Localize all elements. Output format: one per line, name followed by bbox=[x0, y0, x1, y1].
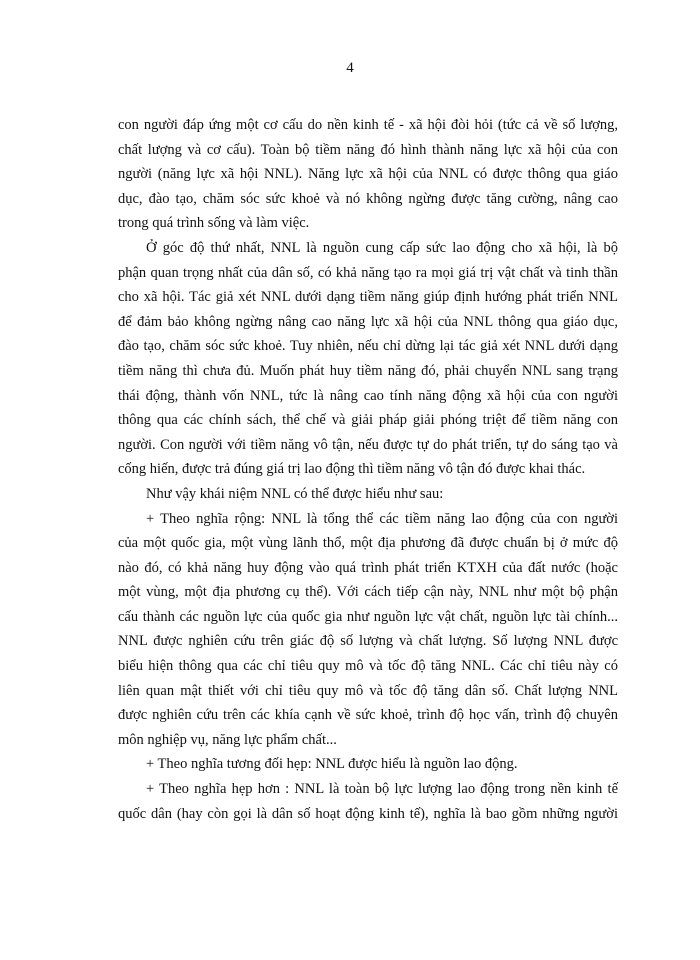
text-line: để đảm bảo không ngừng nâng cao năng lực xã hội của NNL thông qua giáo dục, bbox=[118, 313, 618, 330]
text-line: thái động, thành vốn NNL, tức là nâng cao tính năng động xã hội của con người bbox=[118, 387, 618, 404]
text-line: môn nghiệp vụ, năng lực phẩm chất... bbox=[118, 731, 337, 748]
text-line: cấu thành các nguồn lực của quốc gia như nguồn lực vật chất, nguồn lực tài chính... bbox=[118, 608, 618, 625]
text-line: biểu hiện thông qua các chỉ tiêu quy mô và tốc độ tăng NNL. Các chỉ tiêu này có bbox=[118, 658, 618, 675]
text-line: của một quốc gia, một vùng lãnh thổ, một địa phương đã được chuẩn bị ở mức độ bbox=[118, 535, 618, 552]
text-line: người (năng lực xã hội NNL). Năng lực xã hội của NNL có được thông qua giáo bbox=[118, 166, 618, 183]
text-line: dục, đào tạo, chăm sóc sức khoẻ và nó không ngừng được tăng cường, nâng cao bbox=[118, 190, 618, 207]
text-line: người. Con người với tiềm năng vô tận, nếu được tự do phát triển, tự do sáng tạo và bbox=[118, 436, 618, 453]
text-line: được nghiên cứu trên các khía cạnh về sức khoẻ, trình độ học vấn, trình độ chuyên bbox=[118, 707, 618, 724]
text-line: phận quan trọng nhất của dân số, có khả năng tạo ra mọi giá trị vật chất và tinh thần bbox=[118, 264, 618, 281]
text-line: + Theo nghĩa rộng: NNL là tổng thể các tiềm năng lao động của con người bbox=[146, 510, 618, 527]
text-line: cho xã hội. Tác giả xét NNL dưới dạng tiềm năng giúp định hướng phát triển NNL bbox=[118, 289, 618, 306]
text-line: cống hiến, được trả đúng giá trị lao động thì tiềm năng vô tận đó được khai thác. bbox=[118, 461, 586, 478]
text-line: tiềm năng thì chưa đủ. Muốn phát huy tiềm năng đó, phải chuyển NNL sang trạng bbox=[118, 362, 618, 379]
document-body bbox=[118, 113, 618, 826]
text-line: chất lượng và cơ cấu). Toàn bộ tiềm năng đó hình thành năng lực xã hội của con bbox=[118, 141, 618, 158]
text-line: liên quan mật thiết với chỉ tiêu quy mô và tốc độ tăng dân số. Chất lượng NNL bbox=[118, 682, 618, 699]
text-line: + Theo nghĩa tương đối hẹp: NNL được hiểu là nguồn lao động. bbox=[146, 756, 518, 773]
text-line: nào đó, có khả năng huy động vào quá trình phát triển KTXH của đất nước (hoặc bbox=[118, 559, 618, 576]
page-number: 4 bbox=[346, 60, 354, 76]
text-line: trong quá trình sống và làm việc. bbox=[118, 215, 310, 232]
text-line: Như vậy khái niệm NNL có thể được hiểu như sau: bbox=[146, 485, 444, 502]
text-line: một vùng, một địa phương cụ thể). Với cách tiếp cận này, NNL như một bộ phận bbox=[118, 584, 618, 601]
text-line: NNL được nghiên cứu trên giác độ số lượng và chất lượng. Số lượng NNL được bbox=[118, 633, 618, 650]
text-line: con người đáp ứng một cơ cấu do nền kinh tế - xã hội đòi hỏi (tức cả về số lượng, bbox=[118, 117, 618, 133]
text-line: quốc dân (hay còn gọi là dân số hoạt động kinh tế), nghĩa là bao gồm những người bbox=[118, 805, 618, 822]
text-line: đào tạo, chăm sóc sức khoẻ. Tuy nhiên, nếu chỉ dừng lại tác giả xét NNL dưới dạng bbox=[118, 338, 618, 355]
text-line: + Theo nghĩa hẹp hơn : NNL là toàn bộ lực lượng lao động trong nền kinh tế bbox=[146, 781, 618, 798]
text-line: Ở góc độ thứ nhất, NNL là nguồn cung cấp sức lao động cho xã hội, là bộ bbox=[146, 239, 618, 256]
text-line: thông qua các chính sách, thể chế và giải pháp giải phóng triệt để tiềm năng con bbox=[118, 412, 618, 429]
